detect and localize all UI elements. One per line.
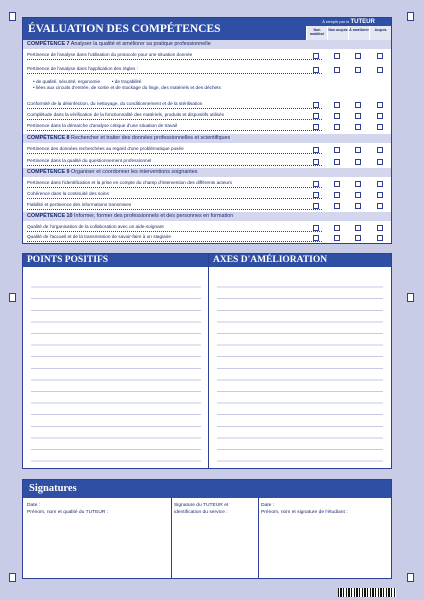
rules-bullets: • de qualité, sécurité, ergonomie • de traçabilité • liées aux circuits d'entrée, de sortie et de stockage du linge, des matériels et des déchets bbox=[33, 79, 221, 90]
assessment-checkbox[interactable] bbox=[377, 53, 383, 59]
evaluation-header bbox=[23, 18, 391, 40]
field-label: Date : bbox=[261, 503, 275, 508]
assessment-checkbox[interactable] bbox=[313, 102, 319, 108]
registration-mark bbox=[9, 573, 16, 582]
criterion-text: Pertinence de l'analyse dans l'utilisation du protocole pour une situation donnée bbox=[27, 52, 193, 57]
competence-label: COMPÉTENCE 8 bbox=[27, 135, 70, 141]
assessment-checkbox[interactable] bbox=[377, 235, 383, 241]
assessment-checkbox[interactable] bbox=[355, 159, 361, 165]
assessment-checkbox[interactable] bbox=[313, 235, 319, 241]
assessment-checkbox[interactable] bbox=[355, 102, 361, 108]
dotted-line bbox=[27, 130, 322, 131]
assessment-checkbox[interactable] bbox=[377, 192, 383, 198]
assessment-checkbox[interactable] bbox=[334, 53, 340, 59]
criterion-text: Qualité de l'accueil et de la transmission de savoir-faire à un stagiaire bbox=[27, 234, 171, 239]
competence-label: COMPÉTENCE 10 bbox=[27, 213, 73, 219]
competence-7-header bbox=[23, 40, 391, 49]
column-divider bbox=[208, 254, 209, 468]
assessment-checkbox[interactable] bbox=[334, 192, 340, 198]
assessment-checkbox[interactable] bbox=[313, 192, 319, 198]
competence-title: Organiser et coordonner les interventions soignantes bbox=[71, 169, 198, 175]
assessment-checkbox[interactable] bbox=[377, 67, 383, 73]
competence-title: Rechercher et traiter des données professionnelles et scientifiques bbox=[71, 135, 231, 141]
assessment-checkbox[interactable] bbox=[334, 147, 340, 153]
assessment-checkbox[interactable] bbox=[355, 113, 361, 119]
assessment-checkbox[interactable] bbox=[355, 225, 361, 231]
field-label: Signature du TUTEUR et bbox=[174, 503, 229, 508]
assessment-checkbox[interactable] bbox=[334, 235, 340, 241]
criterion-text: Conformité de la désinfection, du nettoyage, du conditionnement et de la stérilisation bbox=[27, 101, 203, 106]
criterion-text: Pertinence dans la démarche d'analyse critique d'une situation de travail bbox=[27, 123, 178, 128]
assessment-checkbox[interactable] bbox=[334, 159, 340, 165]
assessment-checkbox[interactable] bbox=[334, 225, 340, 231]
column-header: À améliorer bbox=[348, 26, 369, 40]
barcode bbox=[338, 588, 396, 597]
student-signature-field[interactable] bbox=[261, 503, 348, 516]
axes-amelioration-lines[interactable] bbox=[217, 276, 383, 466]
bullet-text: liées aux circuits d'entrée, de sortie et de stockage du linge, des matériels et des déchets bbox=[35, 85, 221, 90]
registration-mark bbox=[407, 12, 414, 21]
competence-title: Analyser la qualité et améliorer sa pratique professionnelle bbox=[70, 41, 211, 47]
signatures-title: Signatures bbox=[23, 480, 391, 498]
field-label: Prénom, nom et qualité du TUTEUR : bbox=[27, 509, 109, 515]
criterion-text: Pertinence de l'analyse dans l'application des règles : bbox=[27, 66, 138, 71]
assessment-checkbox[interactable] bbox=[313, 53, 319, 59]
dotted-line bbox=[27, 108, 322, 109]
dotted-line bbox=[27, 198, 322, 199]
assessment-checkbox[interactable] bbox=[334, 124, 340, 130]
tutor-note-text: À remplir par le bbox=[322, 19, 350, 24]
assessment-checkbox[interactable] bbox=[334, 102, 340, 108]
dotted-line bbox=[27, 241, 322, 242]
dotted-line bbox=[27, 59, 322, 60]
criterion-text: Pertinence dans la qualité du questionnement professionnel bbox=[27, 158, 152, 163]
assessment-checkbox[interactable] bbox=[313, 225, 319, 231]
signatures-panel bbox=[22, 479, 392, 579]
registration-mark bbox=[9, 12, 16, 21]
tutor-note bbox=[306, 18, 391, 26]
competence-8-header bbox=[23, 134, 391, 143]
criterion-text: Complétude dans la vérification de la fonctionnalité des matériels, produits et dispositifs utilisés bbox=[27, 112, 224, 117]
competence-label: COMPÉTENCE 9 bbox=[27, 169, 70, 175]
registration-mark bbox=[407, 293, 414, 302]
bullet-text: de qualité, sécurité, ergonomie bbox=[35, 79, 101, 84]
assessment-checkbox[interactable] bbox=[355, 124, 361, 130]
bullet-text: de traçabilité bbox=[114, 79, 142, 84]
assessment-checkbox[interactable] bbox=[355, 181, 361, 187]
assessment-checkbox[interactable] bbox=[377, 113, 383, 119]
registration-mark bbox=[9, 293, 16, 302]
assessment-checkbox[interactable] bbox=[313, 203, 319, 209]
field-label: identification du service : bbox=[174, 509, 228, 515]
column-header: Non acquis bbox=[327, 26, 348, 40]
assessment-checkbox[interactable] bbox=[334, 203, 340, 209]
column-divider bbox=[171, 498, 172, 578]
dotted-line bbox=[27, 231, 322, 232]
assessment-checkbox[interactable] bbox=[377, 181, 383, 187]
assessment-checkbox[interactable] bbox=[355, 147, 361, 153]
tutor-date-field[interactable] bbox=[27, 503, 108, 516]
dotted-line bbox=[27, 187, 322, 188]
assessment-checkbox[interactable] bbox=[313, 124, 319, 130]
field-label: Prénom, nom et signature de l'étudiant : bbox=[261, 509, 348, 515]
assessment-checkbox[interactable] bbox=[334, 67, 340, 73]
assessment-checkbox[interactable] bbox=[334, 181, 340, 187]
points-positifs-lines[interactable] bbox=[31, 276, 201, 466]
assessment-checkbox[interactable] bbox=[355, 235, 361, 241]
competence-title: Informer, former des professionnels et des personnes en formation bbox=[74, 213, 234, 219]
criterion-text: Pertinence des données recherchées au regard d'une problématique posée bbox=[27, 146, 184, 151]
assessment-checkbox[interactable] bbox=[377, 159, 383, 165]
criterion-text: Pertinence dans l'identification et la prise en compte du champ d'intervention des différents acteurs bbox=[27, 180, 232, 185]
criterion-text: Qualité de l'organisation de la collaboration avec un aide-soignant bbox=[27, 224, 164, 229]
tutor-signature-field[interactable] bbox=[174, 503, 228, 516]
evaluation-panel bbox=[22, 17, 392, 244]
assessment-columns bbox=[306, 26, 391, 40]
assessment-checkbox[interactable] bbox=[377, 102, 383, 108]
criterion-text: Cohérence dans la continuité des soins bbox=[27, 191, 109, 196]
assessment-checkbox[interactable] bbox=[313, 147, 319, 153]
tutor-word: TUTEUR bbox=[350, 19, 375, 25]
column-header: Non mobilisé bbox=[306, 26, 327, 40]
dotted-line bbox=[27, 153, 322, 154]
assessment-checkbox[interactable] bbox=[355, 53, 361, 59]
dotted-line bbox=[27, 165, 322, 166]
assessment-checkbox[interactable] bbox=[355, 67, 361, 73]
competence-10-header bbox=[23, 212, 391, 221]
assessment-checkbox[interactable] bbox=[355, 203, 361, 209]
assessment-checkbox[interactable] bbox=[313, 181, 319, 187]
criterion-text: Fiabilité et pertinence des informations transmises bbox=[27, 202, 132, 207]
evaluation-title: ÉVALUATION DES COMPÉTENCES bbox=[23, 18, 306, 40]
field-label: Date : bbox=[27, 503, 41, 508]
assessment-checkbox[interactable] bbox=[355, 192, 361, 198]
assessment-checkbox[interactable] bbox=[377, 203, 383, 209]
dotted-line bbox=[27, 209, 322, 210]
assessment-checkbox[interactable] bbox=[313, 67, 319, 73]
assessment-checkbox[interactable] bbox=[334, 113, 340, 119]
feedback-panel bbox=[22, 253, 392, 469]
dotted-line bbox=[27, 119, 322, 120]
assessment-checkbox[interactable] bbox=[377, 225, 383, 231]
registration-mark bbox=[407, 573, 414, 582]
axes-amelioration-header: AXES D'AMÉLIORATION bbox=[209, 254, 391, 267]
assessment-checkbox[interactable] bbox=[377, 147, 383, 153]
column-divider bbox=[258, 498, 259, 578]
competence-9-header bbox=[23, 168, 391, 177]
assessment-checkbox[interactable] bbox=[377, 124, 383, 130]
competence-label: COMPÉTENCE 7 bbox=[27, 41, 70, 47]
dotted-line bbox=[27, 73, 322, 74]
points-positifs-header: POINTS POSITIFS bbox=[23, 254, 208, 267]
assessment-checkbox[interactable] bbox=[313, 159, 319, 165]
column-header: Acquis bbox=[369, 26, 391, 40]
assessment-checkbox[interactable] bbox=[313, 113, 319, 119]
